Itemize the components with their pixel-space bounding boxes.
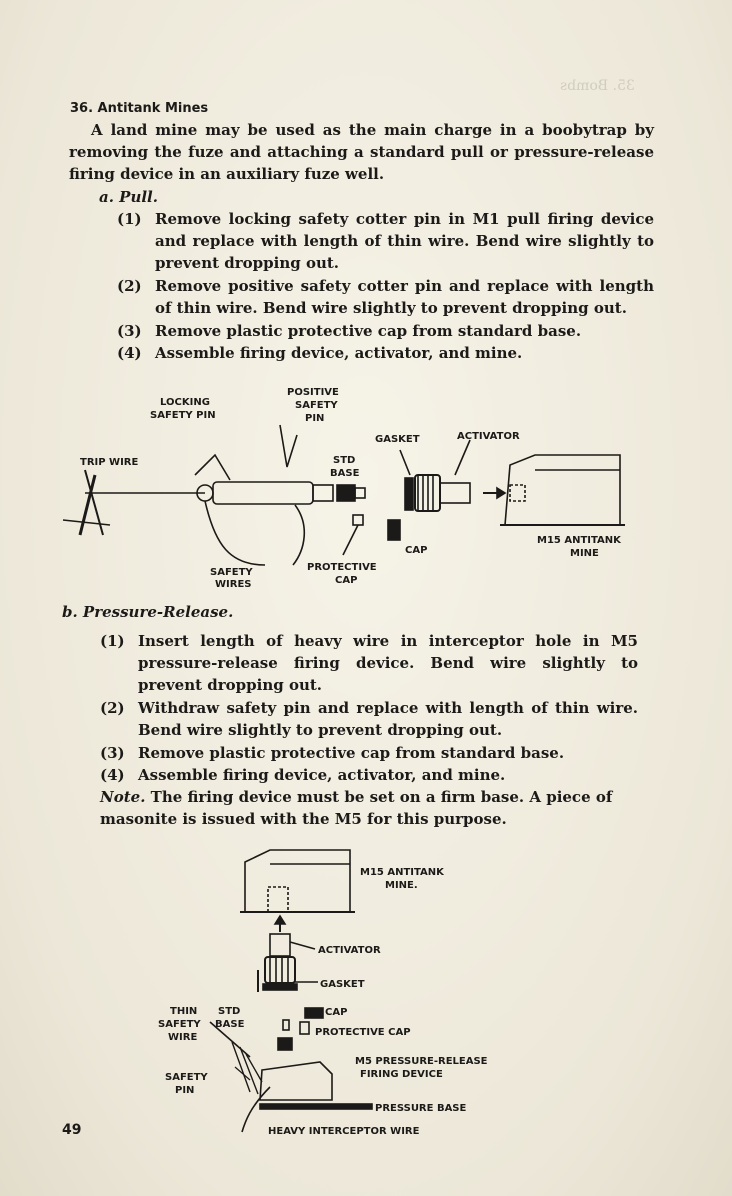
label-thin-safety-wire-1: THIN (170, 1006, 198, 1017)
step-text: Remove positive safety cotter pin and replace with length of thin wire. Bend wire slightly to prevent dropping out. (155, 277, 654, 317)
label-locking-safety-pin-2: SAFETY PIN (150, 410, 216, 421)
label-protective-cap-2: CAP (335, 575, 358, 586)
pressure-assembly-figure (150, 842, 550, 1142)
label-m5-device-1: M5 PRESSURE-RELEASE (355, 1056, 488, 1067)
label-protective-cap: PROTECTIVE CAP (315, 1027, 411, 1038)
label-mine-1: M15 ANTITANK (537, 535, 621, 546)
note-paragraph (100, 786, 640, 830)
step-text: Remove plastic protective cap from standard base. (138, 744, 565, 762)
step-number: (3) (117, 322, 142, 340)
intro-paragraph: A land mine may be used as the main charge in a boobytrap by removing the fuze and attaching a standard pull or pressure-release firing device in an auxiliary fuze well. (69, 121, 654, 183)
step-number: (1) (100, 632, 125, 650)
label-locking-safety-pin-1: LOCKING (160, 397, 210, 408)
label-pressure-base: PRESSURE BASE (375, 1103, 467, 1114)
label-cap: CAP (405, 545, 428, 556)
step-text: Assemble firing device, activator, and mine. (155, 344, 523, 362)
step-text: Remove locking safety cotter pin in M1 pull firing device and replace with length of thin wire. Bend wire slightly to prevent dropping out. (155, 210, 654, 272)
label-std-base-1: STD (333, 455, 356, 466)
label-safety-wires-2: WIRES (215, 579, 252, 590)
label-gasket: GASKET (375, 434, 420, 445)
label-protective-cap-1: PROTECTIVE (307, 562, 377, 573)
label-m15-mine-1: M15 ANTITANK (360, 867, 444, 878)
label-std-base-2: BASE (330, 468, 360, 479)
label-activator: ACTIVATOR (457, 431, 520, 442)
step-text: Assemble firing device, activator, and mine. (138, 766, 506, 784)
step-text: Insert length of heavy wire in interceptor hole in M5 pressure-release firing device. Bend wire slightly to prevent dropping out. (138, 632, 638, 694)
show-through-text: 35. Bombs (560, 78, 635, 94)
note-text: The firing device must be set on a firm base. A piece of masonite is issued with the M5 for this purpose. (100, 788, 613, 828)
note-label: Note. (100, 788, 146, 806)
label-cap: CAP (325, 1007, 348, 1018)
step-number: (2) (117, 277, 142, 295)
label-thin-safety-wire-2: SAFETY (158, 1019, 201, 1030)
label-positive-pin-2: SAFETY (295, 400, 338, 411)
label-safety-wires-1: SAFETY (210, 567, 253, 578)
label-positive-pin-3: PIN (305, 413, 325, 424)
step-number: (3) (100, 744, 125, 762)
page-number: 49 (62, 1122, 82, 1138)
label-positive-pin-1: POSITIVE (287, 387, 339, 398)
pull-heading: a. Pull. (99, 188, 158, 206)
label-std-base-2: BASE (215, 1019, 245, 1030)
step-text: Remove plastic protective cap from standard base. (155, 322, 582, 340)
label-heavy-interceptor-wire: HEAVY INTERCEPTOR WIRE (268, 1126, 420, 1137)
label-trip-wire: TRIP WIRE (80, 457, 139, 468)
label-safety-pin-2: PIN (175, 1085, 195, 1096)
label-m5-device-2: FIRING DEVICE (360, 1069, 443, 1080)
pull-assembly-figure (55, 375, 715, 600)
step-number: (1) (117, 210, 142, 228)
step-number: (2) (100, 699, 125, 717)
step-number: (4) (100, 766, 125, 784)
label-std-base-1: STD (218, 1006, 241, 1017)
label-safety-pin-1: SAFETY (165, 1072, 208, 1083)
label-gasket: GASKET (320, 979, 365, 990)
label-mine-2: MINE (570, 548, 599, 559)
label-thin-safety-wire-3: WIRE (168, 1032, 198, 1043)
label-activator: ACTIVATOR (318, 945, 381, 956)
step-number: (4) (117, 344, 142, 362)
section-title: 36. Antitank Mines (70, 101, 209, 116)
step-text: Withdraw safety pin and replace with length of thin wire. Bend wire slightly to prevent dropping out. (138, 699, 638, 739)
label-m15-mine-2: MINE. (385, 880, 418, 891)
pressure-heading: b. Pressure-Release. (62, 603, 234, 621)
